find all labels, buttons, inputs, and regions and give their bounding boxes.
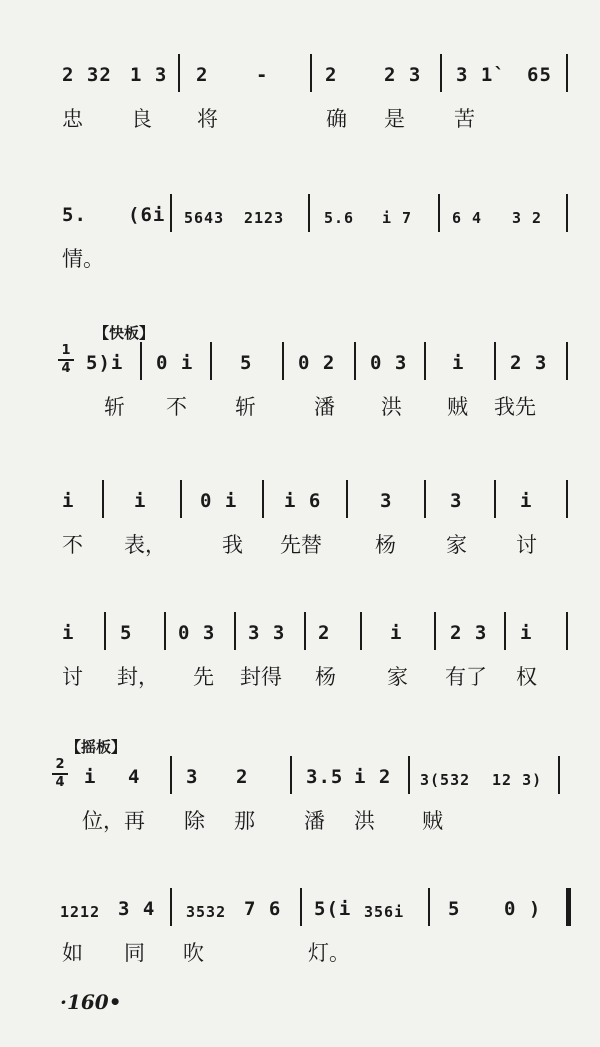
lyric: 灯。: [308, 941, 350, 965]
page-number: ·160•: [60, 990, 122, 1014]
note-group: 2 3: [384, 64, 422, 86]
barline: [440, 54, 442, 92]
barline: [310, 54, 312, 92]
barline: [290, 756, 292, 794]
note-group: 5643: [184, 209, 225, 227]
barline: [428, 888, 430, 926]
note-group: 2123: [244, 209, 285, 227]
barline: [566, 480, 568, 518]
note-group: 3.5: [306, 766, 344, 788]
lyric: 除: [184, 809, 205, 833]
barline: [282, 342, 284, 380]
note-group: i 6: [284, 490, 322, 512]
note-group: i 7: [382, 209, 413, 227]
note-group: i: [390, 622, 403, 644]
tempo-marking: 【快板】: [94, 324, 155, 342]
note-group: 3: [380, 490, 393, 512]
barline: [164, 612, 166, 650]
barline: [408, 756, 410, 794]
notation-line: [0, 466, 600, 526]
lyric: 有了: [445, 665, 487, 689]
barline: [140, 342, 142, 380]
lyric: 同: [124, 941, 145, 965]
time-signature: [58, 344, 74, 376]
barline: [104, 612, 106, 650]
time-denominator: 4: [55, 775, 65, 790]
lyric: 情。: [62, 247, 104, 271]
time-numerator: 1: [61, 343, 71, 358]
lyric: 贼: [422, 809, 443, 833]
time-numerator: 2: [55, 757, 65, 772]
note-group: 5: [240, 352, 253, 374]
lyric-line: [0, 246, 600, 276]
note-group: 6 4: [452, 209, 483, 227]
lyric: 不: [62, 533, 83, 557]
lyric: 先替: [280, 533, 322, 557]
note-group: 0 ): [504, 898, 542, 920]
notation-line: [0, 874, 600, 934]
barline: [308, 194, 310, 232]
note-group: 2: [325, 64, 338, 86]
lyric: 杨: [375, 533, 396, 557]
note-group: (6i: [128, 204, 166, 226]
lyric: 我: [222, 533, 243, 557]
note-group: 0 3: [370, 352, 408, 374]
lyric-line: [0, 394, 600, 424]
note-group: i: [84, 766, 97, 788]
note-group: i: [134, 490, 147, 512]
note-group: 3 3: [248, 622, 286, 644]
lyric: 先: [193, 665, 214, 689]
note-group: -: [256, 64, 269, 86]
note-group: i: [62, 622, 75, 644]
barline: [494, 480, 496, 518]
tempo-marking: 【摇板】: [66, 738, 127, 756]
lyric: 讨: [62, 665, 83, 689]
barline: [558, 756, 560, 794]
barline: [504, 612, 506, 650]
note-group: 2 32: [62, 64, 112, 86]
barline: [304, 612, 306, 650]
note-group: 3 4: [118, 898, 156, 920]
note-group: 3 1`: [456, 64, 506, 86]
note-group: 2 3: [510, 352, 548, 374]
notation-line: [0, 598, 600, 658]
barline: [210, 342, 212, 380]
final-barline: [566, 888, 571, 926]
lyric: 将: [197, 107, 218, 131]
note-group: 1 3: [130, 64, 168, 86]
lyric-line: [0, 940, 600, 970]
barline: [300, 888, 302, 926]
note-group: 5)i: [86, 352, 124, 374]
lyric: 权: [516, 665, 537, 689]
lyric: 家: [446, 533, 467, 557]
barline: [170, 756, 172, 794]
note-group: 5.6: [324, 209, 355, 227]
lyric: 苦: [454, 107, 475, 131]
note-group: 0 i: [156, 352, 194, 374]
lyric: 潘: [314, 395, 335, 419]
barline: [566, 54, 568, 92]
note-group: 4: [128, 766, 141, 788]
barline: [566, 194, 568, 232]
notation-line: [0, 742, 600, 802]
lyric: 吹: [183, 941, 204, 965]
note-group: 1212: [60, 903, 101, 921]
lyric: 洪: [381, 395, 402, 419]
lyric: 封得: [240, 665, 282, 689]
lyric: 那: [234, 809, 255, 833]
note-group: 5: [120, 622, 133, 644]
lyric: 家: [387, 665, 408, 689]
barline: [360, 612, 362, 650]
note-group: 5.: [62, 204, 87, 226]
barline: [170, 888, 172, 926]
lyric: 斩: [104, 395, 125, 419]
note-group: i: [520, 622, 533, 644]
lyric: 讨: [516, 533, 537, 557]
lyric: 是: [384, 107, 405, 131]
barline: [234, 612, 236, 650]
note-group: 2: [236, 766, 249, 788]
barline: [354, 342, 356, 380]
barline: [170, 194, 172, 232]
page-number-value: 160: [66, 990, 109, 1014]
barline: [424, 480, 426, 518]
lyric-line: [0, 808, 600, 838]
note-group: 3 2: [512, 209, 543, 227]
barline: [566, 342, 568, 380]
time-denominator: 4: [61, 361, 71, 376]
note-group: 3: [450, 490, 463, 512]
note-group: 2 3: [450, 622, 488, 644]
barline: [102, 480, 104, 518]
barline: [424, 342, 426, 380]
note-group: i: [520, 490, 533, 512]
lyric: 不: [166, 395, 187, 419]
lyric: 位，再: [82, 809, 145, 833]
lyric: 忠: [62, 107, 83, 131]
note-group: 5(i: [314, 898, 352, 920]
barline: [346, 480, 348, 518]
lyric-line: [0, 106, 600, 136]
notation-line: [0, 328, 600, 388]
barline: [438, 194, 440, 232]
lyric: 杨: [315, 665, 336, 689]
note-group: 65: [527, 64, 552, 86]
note-group: 5: [448, 898, 461, 920]
lyric: 如: [62, 941, 83, 965]
time-signature: [52, 758, 68, 790]
barline: [178, 54, 180, 92]
barline: [566, 612, 568, 650]
note-group: 7 6: [244, 898, 282, 920]
lyric: 斩: [235, 395, 256, 419]
note-group: i: [62, 490, 75, 512]
note-group: 0 3: [178, 622, 216, 644]
lyric: 确: [326, 107, 347, 131]
lyric: 我先: [494, 395, 536, 419]
lyric: 良: [131, 107, 152, 131]
lyric: 洪: [354, 809, 375, 833]
note-group: 2: [196, 64, 209, 86]
note-group: i 2: [354, 766, 392, 788]
note-group: 3(532: [420, 771, 471, 789]
lyric: 封，: [117, 665, 159, 689]
notation-line: [0, 40, 600, 100]
note-group: i: [452, 352, 465, 374]
lyric: 贼: [447, 395, 468, 419]
note-group: 0 i: [200, 490, 238, 512]
lyric: 潘: [304, 809, 325, 833]
lyric-line: [0, 532, 600, 562]
lyric-line: [0, 664, 600, 694]
note-group: 3532: [186, 903, 227, 921]
barline: [180, 480, 182, 518]
note-group: 356i: [364, 903, 405, 921]
note-group: 12 3): [492, 771, 543, 789]
barline: [434, 612, 436, 650]
barline: [494, 342, 496, 380]
note-group: 3: [186, 766, 199, 788]
lyric: 表，: [124, 533, 166, 557]
note-group: 2: [318, 622, 331, 644]
barline: [262, 480, 264, 518]
note-group: 0 2: [298, 352, 336, 374]
notation-line: [0, 180, 600, 240]
